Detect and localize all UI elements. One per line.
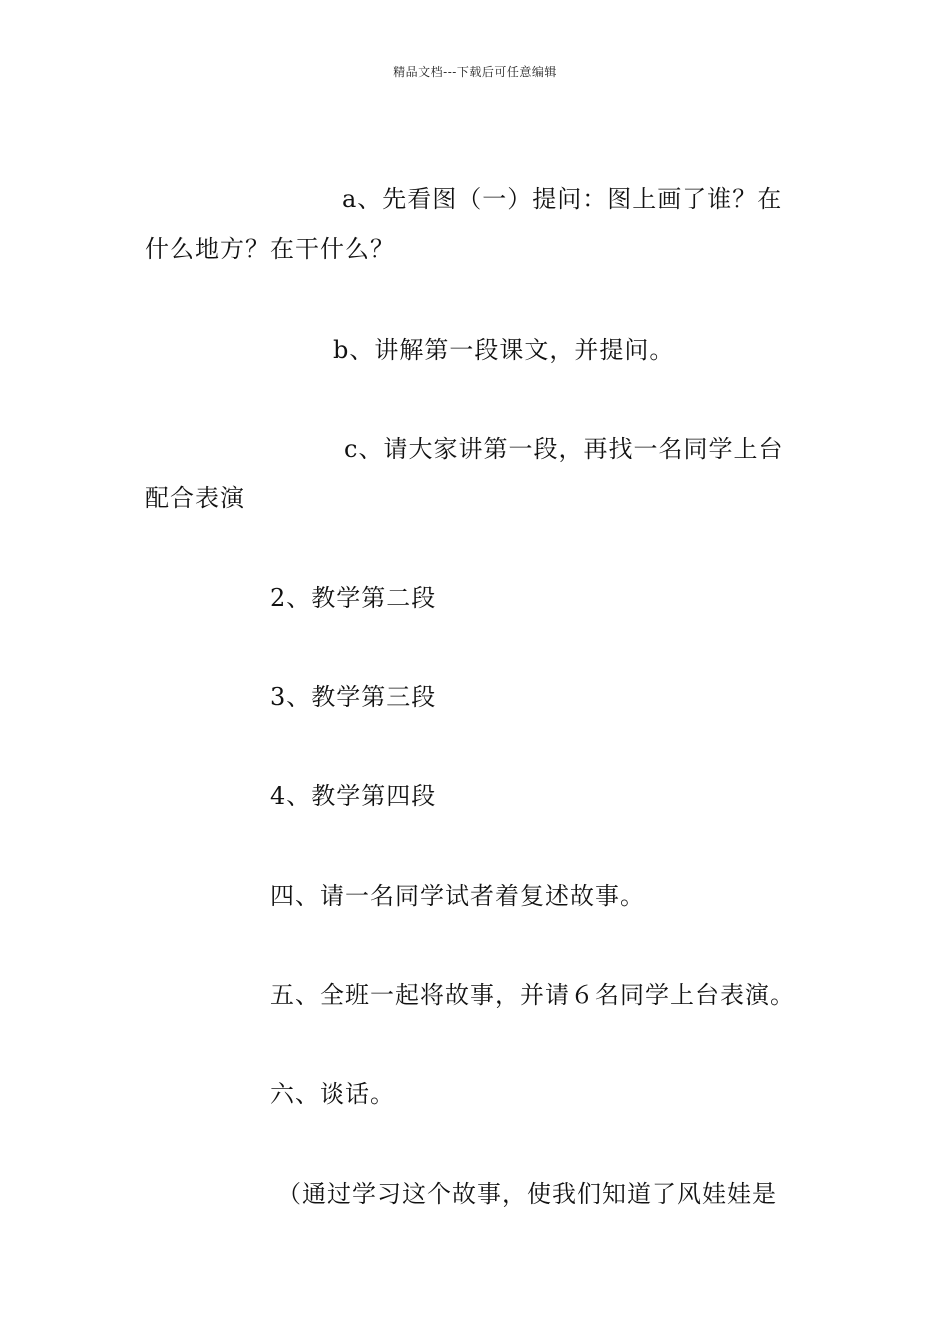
paragraph-line-c-2: 配合表演	[145, 484, 245, 512]
paragraph-line-c-1: c、请大家讲第一段，再找一名同学上台	[344, 435, 784, 463]
list-item-4: 4、教学第四段	[270, 782, 437, 810]
list-item-2: 2、教学第二段	[270, 584, 437, 612]
list-item-3: 3、教学第三段	[270, 683, 437, 711]
page-header: 精品文档---下载后可任意编辑	[393, 65, 557, 79]
paragraph-line-a-2: 什么地方？在干什么？	[145, 235, 395, 263]
section-four: 四、请一名同学试者着复述故事。	[270, 882, 645, 910]
paragraph-conclusion: （通过学习这个故事，使我们知道了风娃娃是	[277, 1180, 777, 1208]
paragraph-line-a-1: a、先看图（一）提问：图上画了谁？在	[342, 185, 783, 213]
section-six: 六、谈话。	[270, 1080, 395, 1108]
section-five: 五、全班一起将故事，并请６名同学上台表演。	[270, 981, 795, 1009]
paragraph-line-b: b、讲解第一段课文，并提问。	[333, 336, 675, 364]
